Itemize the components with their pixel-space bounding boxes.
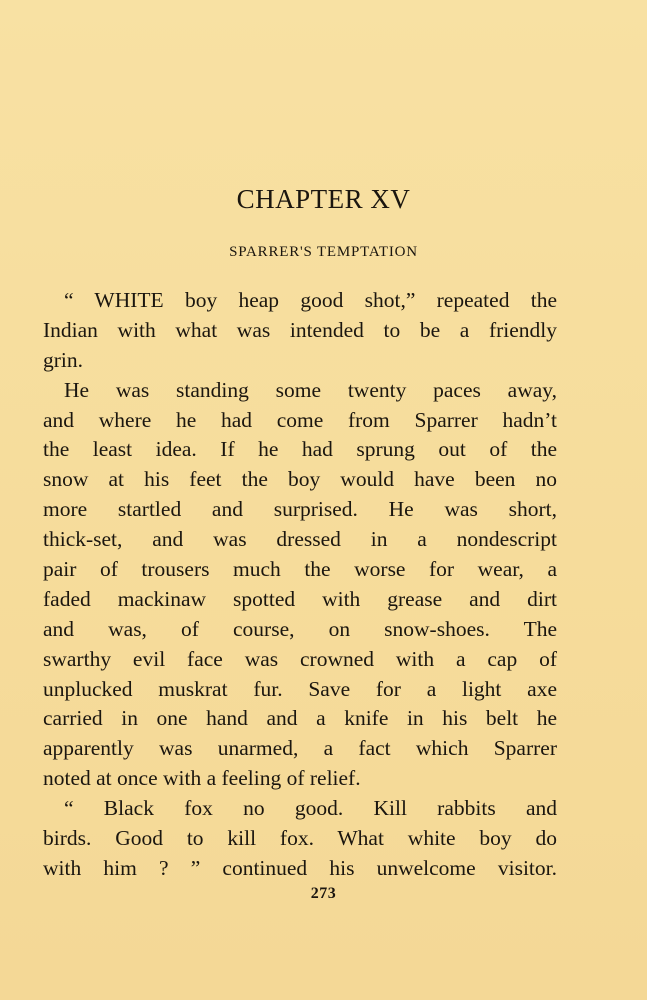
text-line: grin.: [43, 347, 84, 372]
body-text: [43, 286, 557, 884]
text-line: thick-set, and was dressed in a nondescript: [43, 527, 557, 552]
text-line: more startled and surprised. He was short,: [43, 497, 557, 522]
chapter-title: CHAPTER XV: [236, 184, 411, 214]
text-line: the least idea. If he had sprung out of the: [43, 437, 557, 462]
chapter-subtitle: SPARRER'S TEMPTATION: [229, 244, 418, 260]
text-line: faded mackinaw spotted with grease and dirt: [43, 586, 557, 611]
page-number: 273: [310, 885, 337, 902]
text-line: swarthy evil face was crowned with a cap of: [43, 646, 557, 671]
text-line: “ WHITE boy heap good shot,” repeated the: [64, 288, 557, 312]
text-line: snow at his feet the boy would have been no: [43, 467, 557, 492]
text-line: and where he had come from Sparrer hadn’t: [43, 407, 557, 432]
paragraph-3: [43, 794, 557, 884]
text-line: noted at once with a feeling of relief.: [43, 766, 361, 791]
paragraph-2: [43, 376, 557, 794]
text-line: unplucked muskrat fur. Save for a light axe: [43, 676, 557, 701]
text-line: apparently was unarmed, a fact which Sparrer: [43, 736, 557, 761]
text-line: birds. Good to kill fox. What white boy do: [43, 826, 557, 851]
text-line: and was, of course, on snow-shoes. The: [43, 616, 557, 641]
text-line: “ Black fox no good. Kill rabbits and: [64, 796, 557, 821]
text-line: carried in one hand and a knife in his belt he: [43, 706, 557, 731]
text-line: He was standing some twenty paces away,: [64, 377, 557, 402]
paragraph-1: [43, 286, 557, 376]
text-line: pair of trousers much the worse for wear, a: [43, 557, 557, 582]
text-line: Indian with what was intended to be a friendly: [43, 317, 557, 342]
text-line: with him ? ” continued his unwelcome visitor.: [43, 855, 557, 880]
